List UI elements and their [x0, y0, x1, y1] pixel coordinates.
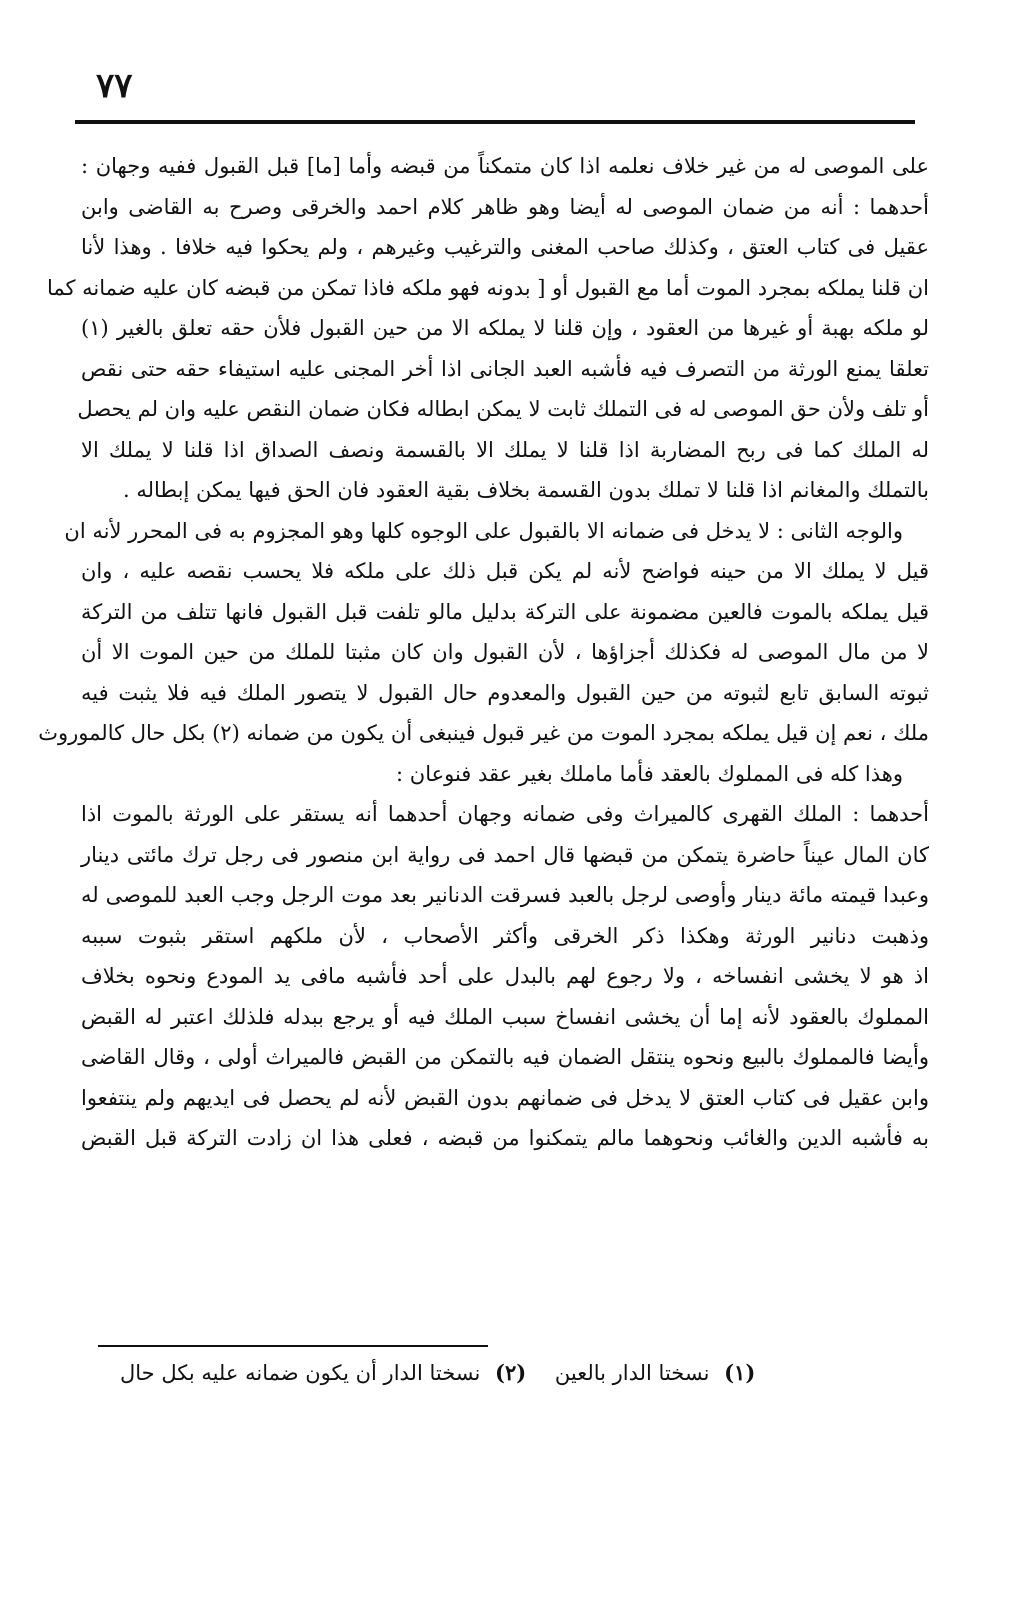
text-line: أو تلف ولأن حق الموصى له فى التملك ثابت لا يمكن ابطاله فكان ضمان النقص عليه وان لم يحصل [77, 397, 929, 421]
text-line: المملوك بالعقود لأنه إما أن يخشى انفساخ سبب الملك فيه أو يرجع ببدله فلذلك اعتبر له القبض [81, 1004, 929, 1029]
footnote-rule [98, 1345, 488, 1347]
text-line: لو ملكه بهبة أو غيرها من العقود ، وإن قلنا لا يملكه الا من حين القبول فلأن حقه تعلق بالغير (١) [81, 316, 929, 340]
page-number: ٧٧ [96, 66, 133, 106]
text-line: ان قلنا يملكه بمجرد الموت أما مع القبول أو [ بدونه فهو ملكه فاذا تمكن من قبضه كان عليه ضمانه كما [46, 275, 929, 300]
text-line: لا من مال الموصى له فكذلك أجزاؤها ، لأن القبول وان كان مثبتا للملك من حين الموت الا أن [81, 640, 929, 664]
text-line: أحدهما : الملك القهرى كالميراث وفى ضمانه وجهان أحدهما أنه يستقر على الورثة بالموت اذا [81, 802, 929, 826]
text-line: وابن عقيل فى كتاب العتق لا يدخل فى ضمانهم بدون القبض لأنه لم يحصل فى ايديهم ولم ينتفعوا [81, 1085, 929, 1110]
header-rule [75, 120, 915, 124]
text-line: وذهبت دنانير الورثة وهكذا ذكر الخرقى وأكثر الأصحاب ، لأن ملكهم استقر بثبوت سببه [81, 923, 929, 948]
main-text [38, 146, 929, 1159]
text-line: على الموصى له من غير خلاف نعلمه اذا كان متمكناً من قبضه وأما [ما] قبل القبول ففيه وجهان : [81, 154, 929, 178]
text-line: تعلقا يمنع الورثة من التصرف فيه فأشبه العبد الجانى اذا أخر المجنى عليه استيفاء حقه حتى نقص [81, 356, 929, 381]
text-line: بالتملك والمغانم اذا قلنا لا تملك بدون القسمة بخلاف بقية العقود فان الحق فيها يمكن إبطاله . [123, 478, 929, 502]
text-line: اذ هو لا يخشى انفساخه ، ولا رجوع لهم بالبدل على أحد فأشبه مافى يد المودع ونحوه بخلاف [81, 964, 929, 988]
text-line: قيل يملكه بالموت فالعين مضمونة على التركة بدليل مالو تلفت قبل القبول فانها تتلف من التركة [81, 599, 929, 624]
text-line: ملك ، نعم إن قيل يملكه بمجرد الموت من غير قبول فينبغى أن يكون من ضمانه (٢) بكل حال كالموروث [38, 721, 929, 745]
text-line: وعبدا قيمته مائة دينار وأوصى لرجل بالعبد فسرقت الدنانير بعد موت الرجل وجب العبد للموصى له [81, 883, 929, 907]
text-line: ثبوته السابق تابع لثبوته من حين القبول والمعدوم حال القبول لا يتصور الملك فيه فلا يثبت فيه [81, 680, 929, 705]
text-line: قيل لا يملك الا من حينه فواضح لأنه لم يكن قبل ذلك على ملكه فلا يحسب نقصه عليه ، وان [81, 559, 929, 583]
footnote-number: (٢) [495, 1360, 527, 1385]
footnote-number: (١) [724, 1360, 756, 1385]
text-line: عقيل فى كتاب العتق ، وكذلك صاحب المغنى والترغيب وغيرهم ، ولم يحكوا فيه خلافا . وهذا لأنا [81, 235, 929, 259]
text-line: له الملك كما فى ربح المضاربة اذا قلنا لا يملك الا بالقسمة ونصف الصداق اذا قلنا لا يملك الا [81, 437, 929, 462]
footnote-text: نسختا الدار أن يكون ضمانه عليه بكل حال [120, 1361, 481, 1385]
text-line: والوجه الثانى : لا يدخل فى ضمانه الا بالقبول على الوجوه كلها وهو المجزوم به فى المحرر لأنه ان [64, 518, 903, 543]
footnote [120, 1356, 526, 1390]
text-line: كان المال عيناً حاضرة يتمكن من قبضها قال احمد فى رواية ابن منصور فى رجل ترك مائتى دينار [81, 842, 929, 867]
footnotes [98, 1356, 928, 1390]
text-line: أحدهما : أنه من ضمان الموصى له أيضا وهو ظاهر كلام احمد والخرقى وصرح به القاضى وابن [81, 194, 929, 219]
footnote-text: نسختا الدار بالعين [554, 1361, 710, 1385]
text-line: وأيضا فالمملوك بالبيع ونحوه ينتقل الضمان فيه بالتمكن من القبض فالميراث أولى ، وقال القاضى [81, 1045, 929, 1069]
text-line: وهذا كله فى المملوك بالعقد فأما ماملك بغير عقد فنوعان : [396, 761, 903, 786]
footnote [555, 1356, 755, 1390]
text-line: به فأشبه الدين والغائب ونحوهما مالم يتمكنوا من قبضه ، فعلى هذا ان زادت التركة قبل القبض [81, 1126, 929, 1150]
